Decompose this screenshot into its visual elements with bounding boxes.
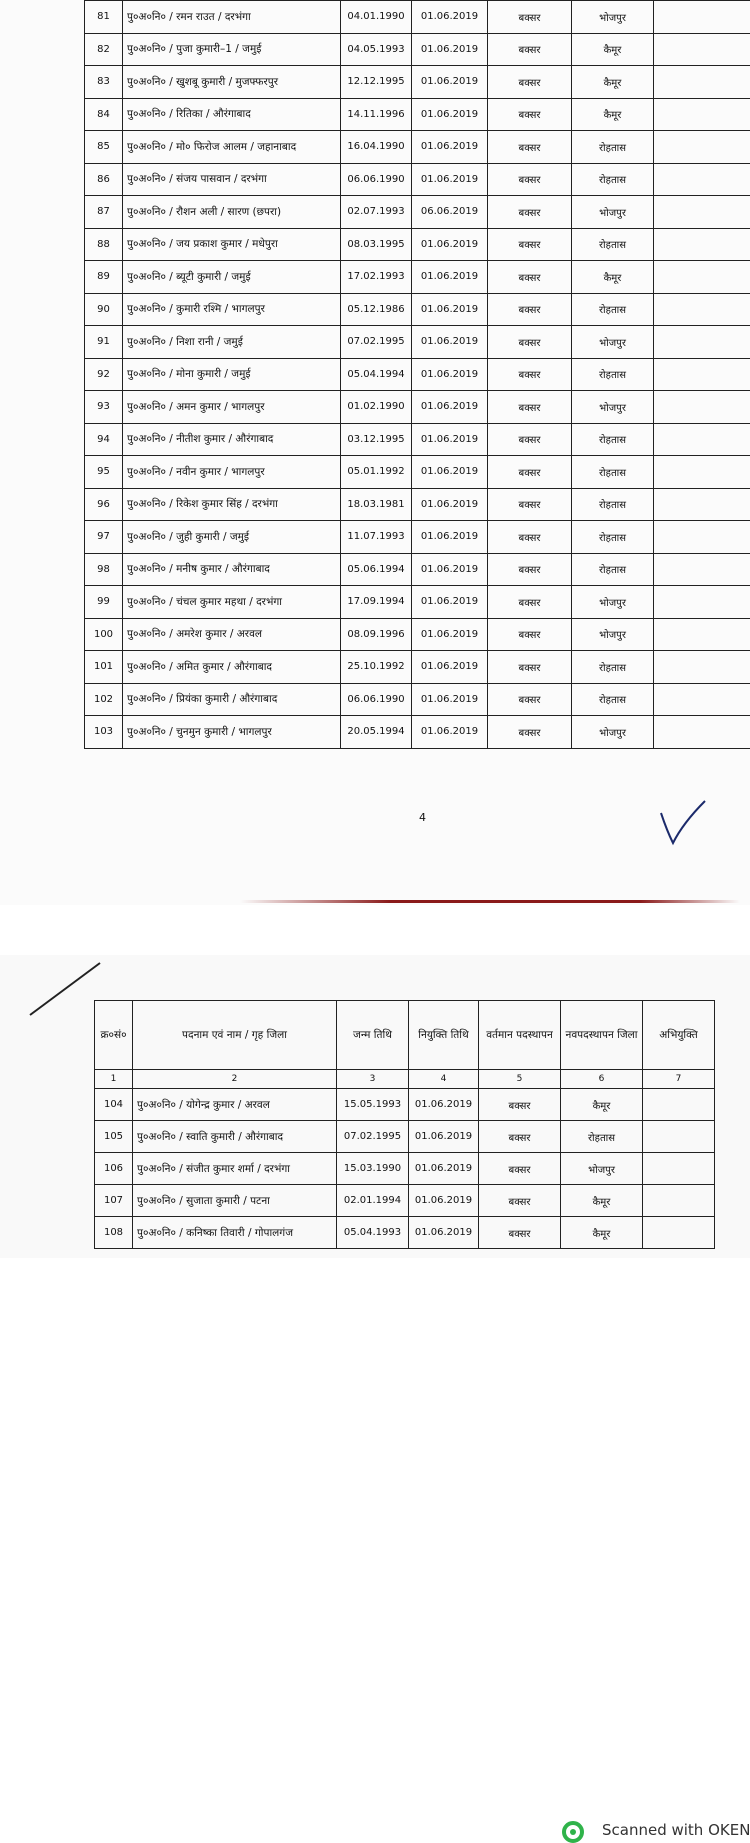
name-cell: पु०अ०नि० / कुमारी रश्मि / भागलपुर <box>123 293 341 326</box>
table-row <box>85 553 750 586</box>
appointment-date-cell: 01.06.2019 <box>412 586 488 619</box>
dob-cell: 06.06.1990 <box>341 163 412 196</box>
dob-cell: 17.02.1993 <box>341 261 412 294</box>
current-posting-cell: बक्सर <box>488 586 572 619</box>
appointment-date-cell: 01.06.2019 <box>412 391 488 424</box>
remarks-cell <box>654 163 750 196</box>
serial-cell: 87 <box>85 196 123 229</box>
serial-cell: 81 <box>85 1 123 34</box>
serial-cell: 93 <box>85 391 123 424</box>
current-posting-cell: बक्सर <box>488 66 572 99</box>
table-row <box>85 456 750 489</box>
new-posting-cell: रोहतास <box>572 456 654 489</box>
new-posting-cell: भोजपुर <box>572 391 654 424</box>
remarks-cell <box>654 553 750 586</box>
scanner-banner <box>0 905 750 955</box>
serial-cell: 105 <box>95 1121 133 1153</box>
remarks-cell <box>654 716 750 749</box>
appointment-date-cell: 01.06.2019 <box>412 228 488 261</box>
column-number: 4 <box>409 1070 479 1089</box>
table-row <box>85 683 750 716</box>
table-row <box>85 326 750 359</box>
new-posting-cell: भोजपुर <box>572 586 654 619</box>
remarks-cell <box>654 456 750 489</box>
column-number: 5 <box>479 1070 561 1089</box>
appointment-date-cell: 01.06.2019 <box>412 521 488 554</box>
dob-cell: 20.05.1994 <box>341 716 412 749</box>
current-posting-cell: बक्सर <box>488 358 572 391</box>
remarks-cell <box>654 423 750 456</box>
name-cell: पु०अ०नि० / प्रियंका कुमारी / औरंगाबाद <box>123 683 341 716</box>
current-posting-cell: बक्सर <box>488 196 572 229</box>
current-posting-cell: बक्सर <box>488 1 572 34</box>
dob-cell: 12.12.1995 <box>341 66 412 99</box>
appointment-date-cell: 01.06.2019 <box>412 716 488 749</box>
dob-cell: 07.02.1995 <box>337 1121 409 1153</box>
remarks-cell <box>643 1153 715 1185</box>
dob-cell: 25.10.1992 <box>341 651 412 684</box>
serial-cell: 103 <box>85 716 123 749</box>
name-cell: पु०अ०नि० / कनिष्का तिवारी / गोपालगंज <box>133 1217 337 1249</box>
current-posting-cell: बक्सर <box>488 488 572 521</box>
new-posting-cell: रोहतास <box>572 293 654 326</box>
new-posting-cell: रोहतास <box>572 521 654 554</box>
name-cell: पु०अ०नि० / अमित कुमार / औरंगाबाद <box>123 651 341 684</box>
name-cell: पु०अ०नि० / अमन कुमार / भागलपुर <box>123 391 341 424</box>
serial-cell: 84 <box>85 98 123 131</box>
dob-cell: 05.01.1992 <box>341 456 412 489</box>
new-posting-cell: रोहतास <box>572 423 654 456</box>
transfer-table-page-4 <box>84 0 750 749</box>
current-posting-cell: बक्सर <box>488 33 572 66</box>
dob-cell: 16.04.1990 <box>341 131 412 164</box>
header-dob: जन्म तिथि <box>337 1001 409 1070</box>
dob-cell: 02.07.1993 <box>341 196 412 229</box>
dob-cell: 04.05.1993 <box>341 33 412 66</box>
new-posting-cell: कैमूर <box>561 1217 643 1249</box>
table-row <box>95 1153 715 1185</box>
remarks-cell <box>654 391 750 424</box>
serial-cell: 82 <box>85 33 123 66</box>
remarks-cell <box>654 293 750 326</box>
remarks-cell <box>654 1 750 34</box>
dob-cell: 18.03.1981 <box>341 488 412 521</box>
appointment-date-cell: 01.06.2019 <box>412 293 488 326</box>
appointment-date-cell: 01.06.2019 <box>412 326 488 359</box>
appointment-date-cell: 01.06.2019 <box>412 98 488 131</box>
remarks-cell <box>643 1089 715 1121</box>
new-posting-cell: रोहतास <box>572 651 654 684</box>
name-cell: पु०अ०नि० / योगेन्द्र कुमार / अरवल <box>133 1089 337 1121</box>
appointment-date-cell: 01.06.2019 <box>412 1 488 34</box>
remarks-cell <box>643 1185 715 1217</box>
appointment-date-cell: 01.06.2019 <box>412 651 488 684</box>
remarks-cell <box>654 683 750 716</box>
serial-cell: 88 <box>85 228 123 261</box>
appointment-date-cell: 01.06.2019 <box>412 358 488 391</box>
name-cell: पु०अ०नि० / चुनमुन कुमारी / भागलपुर <box>123 716 341 749</box>
current-posting-cell: बक्सर <box>488 553 572 586</box>
signature-mark <box>655 795 715 855</box>
table-row <box>95 1185 715 1217</box>
table-row <box>95 1217 715 1249</box>
table-row <box>95 1089 715 1121</box>
appointment-date-cell: 01.06.2019 <box>412 553 488 586</box>
new-posting-cell: कैमूर <box>572 66 654 99</box>
new-posting-cell: भोजपुर <box>572 326 654 359</box>
appointment-date-cell: 01.06.2019 <box>412 261 488 294</box>
serial-cell: 89 <box>85 261 123 294</box>
dob-cell: 07.02.1995 <box>341 326 412 359</box>
remarks-cell <box>654 358 750 391</box>
remarks-cell <box>654 98 750 131</box>
serial-cell: 108 <box>95 1217 133 1249</box>
name-cell: पु०अ०नि० / मोना कुमारी / जमुई <box>123 358 341 391</box>
name-cell: पु०अ०नि० / रितिका / औरंगाबाद <box>123 98 341 131</box>
dob-cell: 14.11.1996 <box>341 98 412 131</box>
serial-cell: 100 <box>85 618 123 651</box>
transfer-table-body <box>95 1001 715 1249</box>
remarks-cell <box>654 196 750 229</box>
name-cell: पु०अ०नि० / अमरेश कुमार / अरवल <box>123 618 341 651</box>
new-posting-cell: रोहतास <box>572 163 654 196</box>
serial-cell: 90 <box>85 293 123 326</box>
table-row <box>85 488 750 521</box>
name-cell: पु०अ०नि० / नवीन कुमार / भागलपुर <box>123 456 341 489</box>
table-row <box>85 33 750 66</box>
dob-cell: 03.12.1995 <box>341 423 412 456</box>
new-posting-cell: भोजपुर <box>561 1153 643 1185</box>
current-posting-cell: बक्सर <box>479 1185 561 1217</box>
table-row <box>85 586 750 619</box>
current-posting-cell: बक्सर <box>488 98 572 131</box>
current-posting-cell: बक्सर <box>488 716 572 749</box>
name-cell: पु०अ०नि० / जय प्रकाश कुमार / मधेपुरा <box>123 228 341 261</box>
header-appointment-date: नियुक्ति तिथि <box>409 1001 479 1070</box>
dob-cell: 08.03.1995 <box>341 228 412 261</box>
table-header-row <box>95 1001 715 1070</box>
table-row <box>95 1121 715 1153</box>
serial-cell: 92 <box>85 358 123 391</box>
serial-cell: 97 <box>85 521 123 554</box>
new-posting-cell: कैमूर <box>561 1089 643 1121</box>
transfer-table-body <box>85 1 750 749</box>
remarks-cell <box>654 228 750 261</box>
table-row <box>85 196 750 229</box>
transfer-table-page-5 <box>94 1000 715 1249</box>
table-row <box>85 228 750 261</box>
new-posting-cell: रोहतास <box>572 553 654 586</box>
remarks-cell <box>654 488 750 521</box>
new-posting-cell: कैमूर <box>561 1185 643 1217</box>
new-posting-cell: कैमूर <box>572 33 654 66</box>
name-cell: पु०अ०नि० / खुशबू कुमारी / मुजफ्फरपुर <box>123 66 341 99</box>
column-number: 7 <box>643 1070 715 1089</box>
name-cell: पु०अ०नि० / संजय पासवान / दरभंगा <box>123 163 341 196</box>
new-posting-cell: भोजपुर <box>572 196 654 229</box>
current-posting-cell: बक्सर <box>488 261 572 294</box>
appointment-date-cell: 06.06.2019 <box>412 196 488 229</box>
dob-cell: 08.09.1996 <box>341 618 412 651</box>
current-posting-cell: बक्सर <box>488 391 572 424</box>
appointment-date-cell: 01.06.2019 <box>412 163 488 196</box>
document-page-4 <box>0 0 750 905</box>
table-row <box>85 293 750 326</box>
table-row <box>85 163 750 196</box>
dob-cell: 01.02.1990 <box>341 391 412 424</box>
name-cell: पु०अ०नि० / निशा रानी / जमुई <box>123 326 341 359</box>
serial-cell: 106 <box>95 1153 133 1185</box>
name-cell: पु०अ०नि० / चंचल कुमार महथा / दरभंगा <box>123 586 341 619</box>
current-posting-cell: बक्सर <box>479 1089 561 1121</box>
dob-cell: 05.04.1993 <box>337 1217 409 1249</box>
serial-cell: 102 <box>85 683 123 716</box>
new-posting-cell: भोजपुर <box>572 618 654 651</box>
serial-cell: 83 <box>85 66 123 99</box>
current-posting-cell: बक्सर <box>479 1121 561 1153</box>
header-current-posting: वर्तमान पदस्थापन <box>479 1001 561 1070</box>
new-posting-cell: भोजपुर <box>572 716 654 749</box>
current-posting-cell: बक्सर <box>479 1217 561 1249</box>
remarks-cell <box>654 651 750 684</box>
serial-cell: 85 <box>85 131 123 164</box>
serial-cell: 104 <box>95 1089 133 1121</box>
serial-cell: 94 <box>85 423 123 456</box>
column-number-row <box>95 1070 715 1089</box>
appointment-date-cell: 01.06.2019 <box>412 423 488 456</box>
appointment-date-cell: 01.06.2019 <box>412 488 488 521</box>
new-posting-cell: कैमूर <box>572 261 654 294</box>
current-posting-cell: बक्सर <box>488 163 572 196</box>
appointment-date-cell: 01.06.2019 <box>412 683 488 716</box>
column-number: 3 <box>337 1070 409 1089</box>
header-new-posting: नवपदस्थापन जिला <box>561 1001 643 1070</box>
current-posting-cell: बक्सर <box>488 228 572 261</box>
header-remarks: अभियुक्ति <box>643 1001 715 1070</box>
table-row <box>85 651 750 684</box>
appointment-date-cell: 01.06.2019 <box>412 618 488 651</box>
current-posting-cell: बक्सर <box>479 1153 561 1185</box>
document-page-5 <box>0 955 750 1258</box>
table-row <box>85 66 750 99</box>
name-cell: पु०अ०नि० / रमन राउत / दरभंगा <box>123 1 341 34</box>
header-serial: क्र०सं० <box>95 1001 133 1070</box>
serial-cell: 101 <box>85 651 123 684</box>
dob-cell: 05.12.1986 <box>341 293 412 326</box>
column-number: 1 <box>95 1070 133 1089</box>
appointment-date-cell: 01.06.2019 <box>409 1217 479 1249</box>
table-row <box>85 423 750 456</box>
current-posting-cell: बक्सर <box>488 293 572 326</box>
page-edge-shadow <box>240 900 740 903</box>
current-posting-cell: बक्सर <box>488 521 572 554</box>
name-cell: पु०अ०नि० / सुजाता कुमारी / पटना <box>133 1185 337 1217</box>
remarks-cell <box>643 1121 715 1153</box>
appointment-date-cell: 01.06.2019 <box>412 131 488 164</box>
remarks-cell <box>654 586 750 619</box>
dob-cell: 11.07.1993 <box>341 521 412 554</box>
column-number: 2 <box>133 1070 337 1089</box>
dob-cell: 15.03.1990 <box>337 1153 409 1185</box>
new-posting-cell: भोजपुर <box>572 1 654 34</box>
dob-cell: 02.01.1994 <box>337 1185 409 1217</box>
appointment-date-cell: 01.06.2019 <box>409 1153 479 1185</box>
appointment-date-cell: 01.06.2019 <box>412 33 488 66</box>
oken-logo-icon <box>562 1821 584 1843</box>
current-posting-cell: बक्सर <box>488 456 572 489</box>
serial-cell: 86 <box>85 163 123 196</box>
dob-cell: 05.06.1994 <box>341 553 412 586</box>
name-cell: पु०अ०नि० / नीतीश कुमार / औरंगाबाद <box>123 423 341 456</box>
remarks-cell <box>654 261 750 294</box>
current-posting-cell: बक्सर <box>488 683 572 716</box>
name-cell: पु०अ०नि० / पुजा कुमारी–1 / जमुई <box>123 33 341 66</box>
remarks-cell <box>654 33 750 66</box>
dob-cell: 17.09.1994 <box>341 586 412 619</box>
remarks-cell <box>654 618 750 651</box>
serial-cell: 96 <box>85 488 123 521</box>
name-cell: पु०अ०नि० / रिकेश कुमार सिंह / दरभंगा <box>123 488 341 521</box>
new-posting-cell: रोहतास <box>561 1121 643 1153</box>
current-posting-cell: बक्सर <box>488 651 572 684</box>
remarks-cell <box>654 131 750 164</box>
name-cell: पु०अ०नि० / स्वाति कुमारी / औरंगाबाद <box>133 1121 337 1153</box>
appointment-date-cell: 01.06.2019 <box>412 456 488 489</box>
table-row <box>85 521 750 554</box>
serial-cell: 107 <box>95 1185 133 1217</box>
serial-cell: 95 <box>85 456 123 489</box>
name-cell: पु०अ०नि० / मो० फिरोज आलम / जहानाबाद <box>123 131 341 164</box>
page-number: 4 <box>419 811 426 824</box>
new-posting-cell: रोहतास <box>572 488 654 521</box>
table-row <box>85 261 750 294</box>
name-cell: पु०अ०नि० / मनीष कुमार / औरंगाबाद <box>123 553 341 586</box>
table-row <box>85 391 750 424</box>
new-posting-cell: रोहतास <box>572 358 654 391</box>
table-row <box>85 716 750 749</box>
appointment-date-cell: 01.06.2019 <box>409 1089 479 1121</box>
serial-cell: 98 <box>85 553 123 586</box>
current-posting-cell: बक्सर <box>488 131 572 164</box>
current-posting-cell: बक्सर <box>488 423 572 456</box>
name-cell: पु०अ०नि० / संजीत कुमार शर्मा / दरभंगा <box>133 1153 337 1185</box>
table-row <box>85 98 750 131</box>
remarks-cell <box>654 521 750 554</box>
appointment-date-cell: 01.06.2019 <box>412 66 488 99</box>
appointment-date-cell: 01.06.2019 <box>409 1185 479 1217</box>
remarks-cell <box>654 326 750 359</box>
header-name: पदनाम एवं नाम / गृह जिला <box>133 1001 337 1070</box>
table-row <box>85 1 750 34</box>
dob-cell: 04.01.1990 <box>341 1 412 34</box>
scanner-watermark-text: Scanned with OKEN <box>602 1821 750 1839</box>
dob-cell: 15.05.1993 <box>337 1089 409 1121</box>
table-row <box>85 131 750 164</box>
appointment-date-cell: 01.06.2019 <box>409 1121 479 1153</box>
dob-cell: 05.04.1994 <box>341 358 412 391</box>
name-cell: पु०अ०नि० / रौशन अली / सारण (छपरा) <box>123 196 341 229</box>
new-posting-cell: कैमूर <box>572 98 654 131</box>
name-cell: पु०अ०नि० / जुही कुमारी / जमुई <box>123 521 341 554</box>
column-number: 6 <box>561 1070 643 1089</box>
dob-cell: 06.06.1990 <box>341 683 412 716</box>
serial-cell: 99 <box>85 586 123 619</box>
remarks-cell <box>643 1217 715 1249</box>
remarks-cell <box>654 66 750 99</box>
current-posting-cell: बक्सर <box>488 326 572 359</box>
table-row <box>85 618 750 651</box>
current-posting-cell: बक्सर <box>488 618 572 651</box>
table-row <box>85 358 750 391</box>
new-posting-cell: रोहतास <box>572 131 654 164</box>
new-posting-cell: रोहतास <box>572 683 654 716</box>
name-cell: पु०अ०नि० / ब्यूटी कुमारी / जमुई <box>123 261 341 294</box>
new-posting-cell: रोहतास <box>572 228 654 261</box>
serial-cell: 91 <box>85 326 123 359</box>
